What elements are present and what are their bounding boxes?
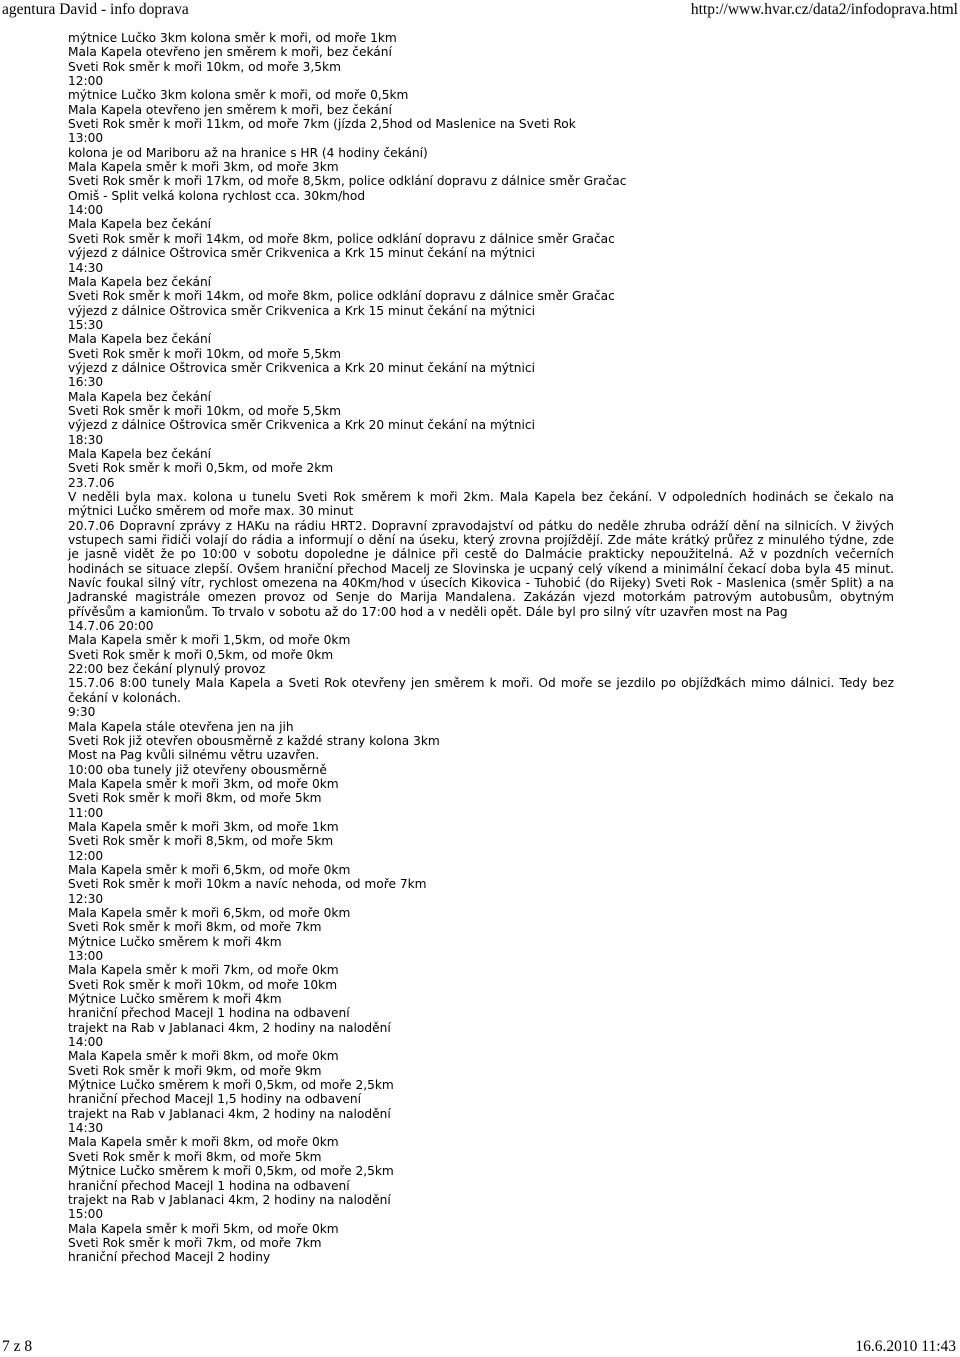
report-line: Mýtnice Lučko směrem k moři 4km <box>68 992 282 1007</box>
report-lines-group-c <box>68 705 894 1250</box>
report-line: Mala Kapela bez čekání <box>68 389 212 404</box>
report-line: 13:00 <box>68 131 104 146</box>
report-line: kolona je od Mariboru až na hranice s HR (4 hodiny čekání) <box>68 145 428 160</box>
report-paragraph-23-7: V neděli byla max. kolona u tunelu Sveti Rok směrem k moři 2km. Mala Kapela bez čekání. V odpoledních hodinách se čekalo na mýtnici Lučko směrem od moře max. 30 minut <box>68 490 894 519</box>
report-line: výjezd z dálnice Oštrovica směr Crikvenica a Krk 15 minut čekání na mýtnici <box>68 246 535 261</box>
report-lines <box>68 31 894 1265</box>
report-line: hraniční přechod Macejl 1 hodina na odbavení <box>68 1006 350 1021</box>
report-line: Sveti Rok směr k moři 0,5km, od moře 2km <box>68 461 334 476</box>
report-line: Mala Kapela směr k moři 3km, od moře 0km <box>68 776 339 791</box>
report-line: Sveti Rok směr k moři 7km, od moře 7km <box>68 1235 322 1250</box>
report-line: Mala Kapela stále otevřena jen na jih <box>68 719 294 734</box>
report-line: Mala Kapela směr k moři 7km, od moře 0km <box>68 963 339 978</box>
report-lines-group-a <box>68 45 894 490</box>
report-line: Sveti Rok již otevřen obousměrně z každé strany kolona 3km <box>68 733 440 748</box>
report-line: 12:00 <box>68 74 104 89</box>
report-line: 14:00 <box>68 1035 104 1050</box>
report-line: 15:00 <box>68 1207 104 1222</box>
report-line: 13:00 <box>68 949 104 963</box>
report-line: Mala Kapela bez čekání <box>68 274 212 289</box>
report-line: 14.7.06 20:00 <box>68 619 154 634</box>
report-line: Sveti Rok směr k moři 0,5km, od moře 0km <box>68 647 334 662</box>
report-line: 14:30 <box>68 260 104 275</box>
report-line: 10:00 oba tunely již otevřeny obousměrně <box>68 762 327 777</box>
report-line: 12:30 <box>68 891 104 906</box>
print-timestamp: 16.6.2010 11:43 <box>855 1338 956 1355</box>
report-line: Mala Kapela směr k moři 8km, od moře 0km <box>68 1049 339 1064</box>
report-line: Mýtnice Lučko směrem k moři 0,5km, od moře 2,5km <box>68 1078 394 1093</box>
page-number: 7 z 8 <box>2 1338 33 1355</box>
report-line: Sveti Rok směr k moři 10km, od moře 5,5km <box>68 403 341 418</box>
report-line: Sveti Rok směr k moři 10km, od moře 5,5km <box>68 346 341 361</box>
report-line: trajekt na Rab v Jablanaci 4km, 2 hodiny na nalodění <box>68 1020 391 1035</box>
report-line: 23.7.06 <box>68 475 115 490</box>
report-paragraph-15-7: 15.7.06 8:00 tunely Mala Kapela a Sveti Rok otevřeny jen směrem k moři. Od moře se jezdilo po objížďkách mimo dálnici. Tedy bez čekání v kolonách. <box>68 676 894 705</box>
report-paragraph-20-7: 20.7.06 Dopravní zprávy z HAKu na rádiu HRT2. Dopravní zpravodajství od pátku do neděle zhruba odráží dění na silnicích. V živých vstupech sami řidiči volají do rádia a informují o dění na úseku, který zrovna projíždějí. Zde máte krátký průřez z minulého týdne, zde je jasně vidět že po 10:00 v sobotu dopoledne je dálnice při cestě do Dalmácie prakticky nepoužitelná. Až v pozdních večerních hodinách se situace zlepší. Ovšem hraniční přechod Macelj ze Slovinska je ucpaný celý víkend a minimální čekací doba byla 45 minut. Navíc foukal silný vítr, rychlost omezena na 40Km/hod v úsecích Kikovica - Tuhobić (do Rijeky) Sveti Rok - Maslenica (směr Split) a na Jadranské magistrále omezen provoz od Senje do Marija Mandalena. Zakázán vjezd motorkám patrovým autobusům, obytným přívěsům a kamionům. To trvalo v sobotu až do 17:00 hod a v neděli opět. Dále byl pro silný vítr uzavřen most na Pag <box>68 518 894 619</box>
report-line: Sveti Rok směr k moři 8km, od moře 7km <box>68 920 322 935</box>
report-line: Most na Pag kvůli silnému větru uzavřen. <box>68 748 320 763</box>
report-line: Sveti Rok směr k moři 14km, od moře 8km, police odklání dopravu z dálnice směr Gračac <box>68 231 615 246</box>
report-line: Sveti Rok směr k moři 10km, od moře 3,5km <box>68 59 341 74</box>
report-line: 22:00 bez čekání plynulý provoz <box>68 662 266 677</box>
page-source-url[interactable]: http://www.hvar.cz/data2/infodoprava.html <box>690 1 958 18</box>
report-line: Omiš - Split velká kolona rychlost cca. 30km/hod <box>68 188 366 203</box>
report-line: mýtnice Lučko 3km kolona směr k moři, od moře 0,5km <box>68 88 409 103</box>
report-line: výjezd z dálnice Oštrovica směr Crikvenica a Krk 20 minut čekání na mýtnici <box>68 418 535 433</box>
report-line: Mala Kapela bez čekání <box>68 446 212 461</box>
report-line-cut-top: mýtnice Lučko 3km kolona směr k moři, od moře 1km <box>68 31 397 45</box>
report-line: Mala Kapela směr k moři 8km, od moře 0km <box>68 1135 339 1150</box>
traffic-report-content <box>68 31 894 1306</box>
report-line: trajekt na Rab v Jablanaci 4km, 2 hodiny na nalodění <box>68 1192 391 1207</box>
report-line: Mala Kapela směr k moři 5km, od moře 0km <box>68 1221 339 1236</box>
report-line: Sveti Rok směr k moři 14km, od moře 8km, police odklání dopravu z dálnice směr Gračac <box>68 289 615 304</box>
report-line: Mala Kapela směr k moři 6,5km, od moře 0km <box>68 905 351 920</box>
report-line: Mala Kapela otevřeno jen směrem k moři, bez čekání <box>68 102 392 117</box>
report-line-cut-bottom: hraniční přechod Macejl 2 hodiny <box>68 1250 271 1265</box>
report-line: 14:30 <box>68 1121 104 1136</box>
report-line: hraniční přechod Macejl 1 hodina na odbavení <box>68 1178 350 1193</box>
report-line: 11:00 <box>68 805 104 820</box>
report-line: Mala Kapela směr k moři 1,5km, od moře 0km <box>68 633 351 648</box>
report-line: Mala Kapela bez čekání <box>68 332 212 347</box>
report-line: výjezd z dálnice Oštrovica směr Crikvenica a Krk 20 minut čekání na mýtnici <box>68 360 535 375</box>
report-line: Sveti Rok směr k moři 9km, od moře 9km <box>68 1063 322 1078</box>
report-line: 9:30 <box>68 705 96 720</box>
print-header <box>0 0 960 22</box>
report-line: Sveti Rok směr k moři 8km, od moře 5km <box>68 791 322 806</box>
report-line: Mala Kapela směr k moři 3km, od moře 1km <box>68 819 339 834</box>
report-line: Sveti Rok směr k moři 17km, od moře 8,5km, police odklání dopravu z dálnice směr Gračac <box>68 174 627 189</box>
report-line: 12:00 <box>68 848 104 863</box>
print-footer <box>0 1338 960 1357</box>
report-line: 16:30 <box>68 375 104 390</box>
report-line: výjezd z dálnice Oštrovica směr Crikvenica a Krk 15 minut čekání na mýtnici <box>68 303 535 318</box>
report-line: Mala Kapela bez čekání <box>68 217 212 232</box>
report-line: Sveti Rok směr k moři 11km, od moře 7km (jízda 2,5hod od Maslenice na Sveti Rok <box>68 117 576 132</box>
report-line: Mala Kapela směr k moři 3km, od moře 3km <box>68 160 339 175</box>
report-line: 14:00 <box>68 203 104 218</box>
report-line: Sveti Rok směr k moři 8,5km, od moře 5km <box>68 834 334 849</box>
report-line: 18:30 <box>68 432 104 447</box>
report-line: trajekt na Rab v Jablanaci 4km, 2 hodiny na nalodění <box>68 1106 391 1121</box>
report-line: Mýtnice Lučko směrem k moři 4km <box>68 934 282 949</box>
report-line: Mala Kapela otevřeno jen směrem k moři, bez čekání <box>68 45 392 60</box>
report-lines-group-b <box>68 619 894 676</box>
report-line: hraniční přechod Macejl 1,5 hodiny na odbavení <box>68 1092 361 1107</box>
report-line: Mýtnice Lučko směrem k moři 0,5km, od moře 2,5km <box>68 1164 394 1179</box>
report-line: Sveti Rok směr k moři 10km, od moře 10km <box>68 977 338 992</box>
report-line: Sveti Rok směr k moři 10km a navíc nehoda, od moře 7km <box>68 877 427 892</box>
report-line: 15:30 <box>68 317 104 332</box>
report-line: Mala Kapela směr k moři 6,5km, od moře 0km <box>68 862 351 877</box>
report-line: Sveti Rok směr k moři 8km, od moře 5km <box>68 1149 322 1164</box>
page-source-title: agentura David - info doprava <box>2 1 189 18</box>
